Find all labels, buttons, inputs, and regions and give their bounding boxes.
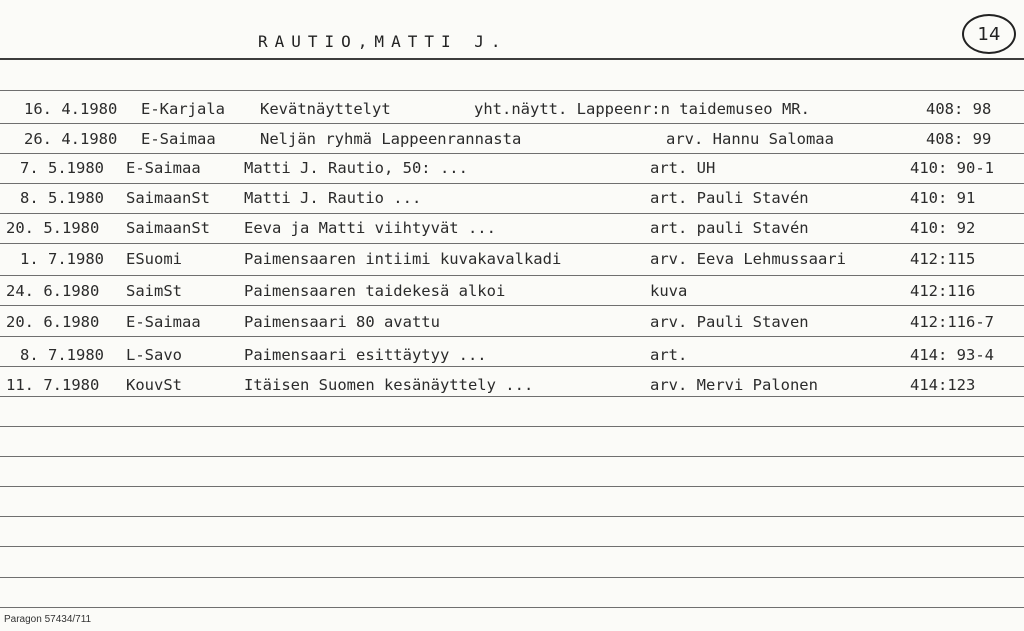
entry-date: 11. 7.1980 (6, 376, 100, 394)
entry-note: arv. Pauli Staven (650, 313, 809, 331)
entry-date: 20. 5.1980 (6, 219, 100, 237)
card-number-circle: 14 (962, 14, 1016, 54)
entry-ref: 408: 98 (926, 100, 992, 118)
entry-row (0, 213, 1024, 243)
entry-row (0, 124, 1024, 154)
entry-note: art. UH (650, 159, 716, 177)
ruled-line (0, 516, 1024, 517)
entry-paper: E-Saimaa (126, 313, 201, 331)
printer-mark: Paragon 57434/711 (4, 614, 92, 625)
entry-ref: 408: 99 (926, 130, 992, 148)
entry-date: 16. 4.1980 (24, 100, 118, 118)
entry-ref: 410: 90-1 (910, 159, 994, 177)
entry-note: yht.näytt. Lappeenr:n taidemuseo MR. (474, 100, 810, 118)
entry-ref: 414: 93-4 (910, 346, 994, 364)
entry-row (0, 183, 1024, 213)
ruled-line (0, 396, 1024, 397)
entry-paper: E-Saimaa (126, 159, 201, 177)
entry-date: 24. 6.1980 (6, 282, 100, 300)
entry-ref: 412:116 (910, 282, 976, 300)
entry-ref: 410: 91 (910, 189, 976, 207)
ruled-line (0, 336, 1024, 337)
header-rule (0, 58, 1024, 60)
entry-row (0, 276, 1024, 306)
entry-paper: E-Karjala (141, 100, 225, 118)
ruled-line (0, 456, 1024, 457)
entry-ref: 414:123 (910, 376, 976, 394)
entry-row (0, 307, 1024, 337)
entry-title: Paimensaaren intiimi kuvakavalkadi (244, 250, 562, 268)
card-title: RAUTIO,MATTI J. (258, 32, 508, 51)
ruled-line (0, 607, 1024, 608)
entry-note: art. (650, 346, 688, 364)
entry-title: Itäisen Suomen kesänäyttely ... (244, 376, 534, 394)
entry-title: Paimensaari esittäytyy ... (244, 346, 487, 364)
entry-paper: E-Saimaa (141, 130, 216, 148)
entry-note: art. Pauli Stavén (650, 189, 809, 207)
entry-date: 26. 4.1980 (24, 130, 118, 148)
entry-note: kuva (650, 282, 688, 300)
entry-ref: 410: 92 (910, 219, 976, 237)
ruled-line (0, 577, 1024, 578)
ruled-line (0, 90, 1024, 91)
entry-paper: L-Savo (126, 346, 182, 364)
entry-note: art. pauli Stavén (650, 219, 809, 237)
entry-note: arv. Mervi Palonen (650, 376, 818, 394)
entry-ref: 412:115 (910, 250, 976, 268)
entry-note: arv. Hannu Salomaa (666, 130, 834, 148)
entry-ref: 412:116-7 (910, 313, 994, 331)
entry-title: Matti J. Rautio ... (244, 189, 422, 207)
entry-paper: ESuomi (126, 250, 182, 268)
entry-date: 20. 6.1980 (6, 313, 100, 331)
entry-date: 8. 7.1980 (20, 346, 104, 364)
entry-paper: SaimaanSt (126, 219, 210, 237)
entry-title: Matti J. Rautio, 50: ... (244, 159, 468, 177)
entry-title: Kevätnäyttelyt (260, 100, 391, 118)
ruled-line (0, 366, 1024, 367)
entry-title: Neljän ryhmä Lappeenrannasta (260, 130, 522, 148)
ruled-line (0, 486, 1024, 487)
entry-paper: KouvSt (126, 376, 182, 394)
entry-date: 7. 5.1980 (20, 159, 104, 177)
entry-date: 8. 5.1980 (20, 189, 104, 207)
entry-title: Paimensaaren taidekesä alkoi (244, 282, 506, 300)
entry-paper: SaimSt (126, 282, 182, 300)
entry-date: 1. 7.1980 (20, 250, 104, 268)
entry-row (0, 244, 1024, 274)
entry-note: arv. Eeva Lehmussaari (650, 250, 846, 268)
entry-row (0, 153, 1024, 183)
entry-row (0, 94, 1024, 124)
ruled-line (0, 426, 1024, 427)
entry-title: Paimensaari 80 avattu (244, 313, 440, 331)
ruled-line (0, 305, 1024, 306)
entry-paper: SaimaanSt (126, 189, 210, 207)
ruled-line (0, 546, 1024, 547)
entry-title: Eeva ja Matti viihtyvät ... (244, 219, 496, 237)
